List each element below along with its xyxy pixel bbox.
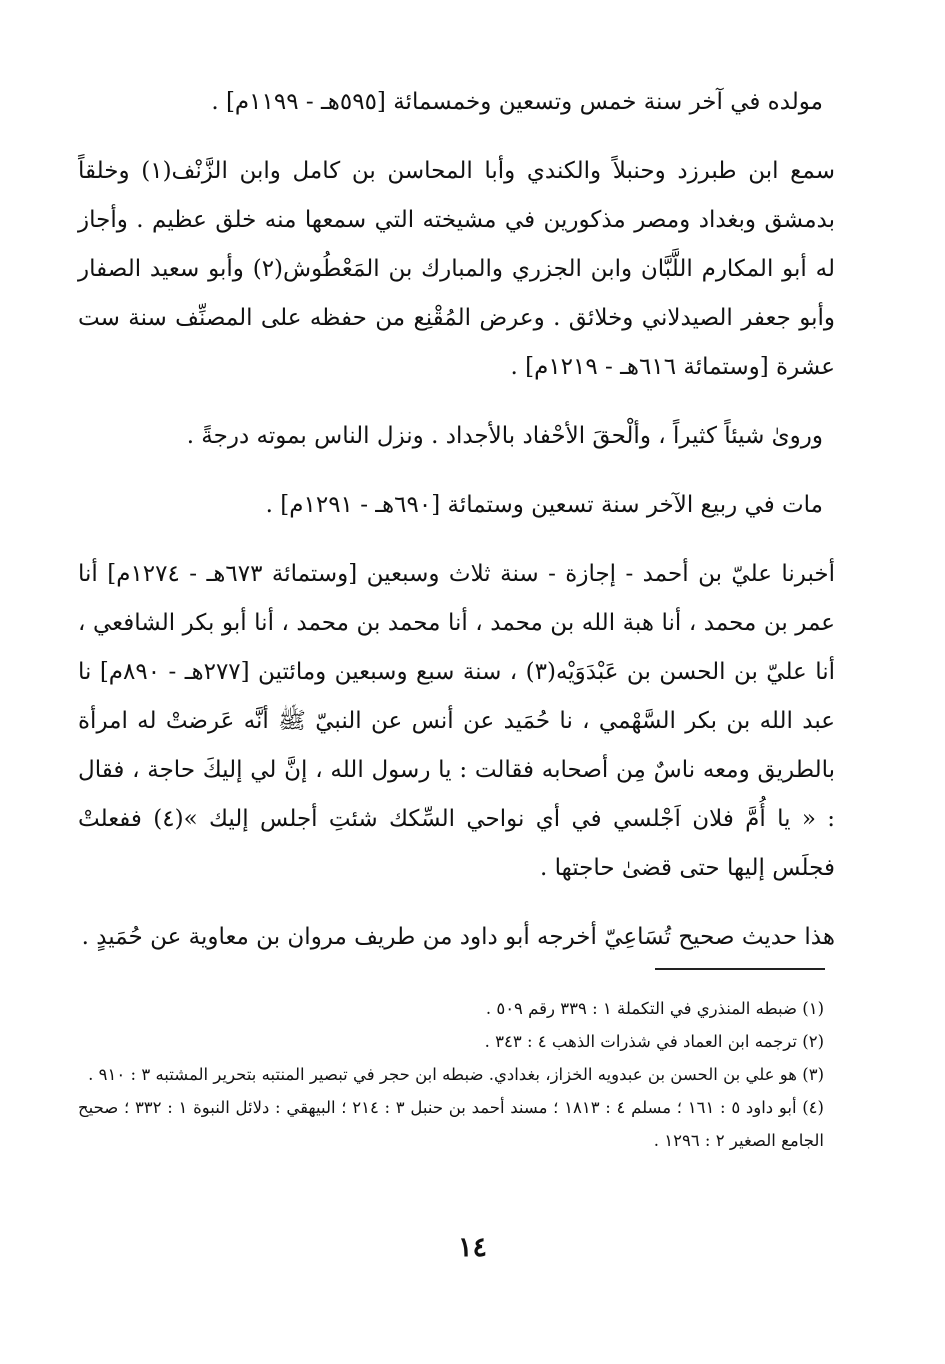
footnote-2: (٢) ترجمه ابن العماد في شذرات الذهب ٤ : ٣٤٣ . (484, 1032, 824, 1051)
paragraph-hadith-grading: هذا حديث صحيح تُسَاعِيّ أخرجه أبو داود من طريف مروان بن معاوية عن حُمَيدٍ . (81, 924, 835, 950)
footnotes (78, 992, 824, 1157)
footnote-divider (655, 968, 825, 970)
footnote-3: (٣) هو علي بن الحسن بن عبدويه الخزاز، بغدادي. ضبطه ابن حجر في تبصير المنتبه بتحرير المشتبه ٣ : ٩١٠ . (88, 1065, 824, 1084)
paragraph-teachers: سمع ابن طبرزد وحنبلاً والكندي وأبا المحاسن بن كامل وابن الزَّنْف(١) وخلقاً بدمشق وبغداد ومصر مذكورين في مشيخته التي سمعها منه خلق عظيم . وأجاز له أبو المكارم اللَّبَّان وابن الجزري والمبارك بن المَعْطُوش(٢) وأبو سعيد الصفار وأبو جعفر الصيدلاني وخلائق . وعرض المُقْنِع من حفظه على المصنِّف سنة ست عشرة [وستمائة ٦١٦هـ - ١٢١٩م] . (78, 158, 835, 380)
paragraph-hadith-chain: أخبرنا عليّ بن أحمد - إجازة - سنة ثلاث وسبعين [وستمائة ٦٧٣هـ - ١٢٧٤م] أنا عمر بن محمد ، أنا هبة الله بن محمد ، أنا محمد بن محمد ، أنا أبو بكر الشافعي ، أنا عليّ بن الحسن بن عَبْدَوَيْه(٣) ، سنة سبع وسبعين ومائتين [٢٧٧هـ - ٨٩٠م] نا عبد الله بن بكر السَّهْمي ، نا حُمَيد عن أنس عن النبيّ ﷺ أنَّه عَرضتْ له امرأة بالطريق ومعه ناسٌ مِن أصحابه فقالت : يا رسول الله ، إنَّ لي إليكَ حاجة ، فقال : « يا أُمَّ فلان اَجْلسي في أي نواحي السِّكك شئتِ أجلس إليك »(٤) ففعلتْ فجلَس إليها حتى قضىٰ حاجتها . (78, 561, 836, 881)
main-text (78, 78, 835, 962)
paragraph-birth: مولده في آخر سنة خمس وتسعين وخمسمائة [٥٩٥هـ - ١١٩٩م] . (211, 89, 823, 115)
paragraph-death: مات في ربيع الآخر سنة تسعين وستمائة [٦٩٠هـ - ١٢٩١م] . (265, 492, 823, 518)
footnote-1: (١) ضبطه المنذري في التكملة ١ : ٣٣٩ رقم ٥٠٩ . (485, 999, 824, 1018)
footnote-4: (٤) أبو داود ٥ : ١٦١ ؛ مسلم ٤ : ١٨١٣ ؛ مسند أحمد بن حنبل ٣ : ٢١٤ ؛ البيهقي : دلائل النبوة ١ : ٣٣٢ ؛ صحيح الجامع الصغير ٢ : ١٢٩٦ . (78, 1098, 824, 1150)
paragraph-narration: وروىٰ شيئاً كثيراً ، وألْحقَ الأحْفاد بالأجداد . ونزل الناس بموته درجةً . (186, 423, 823, 449)
page-number: ١٤ (457, 1232, 487, 1263)
